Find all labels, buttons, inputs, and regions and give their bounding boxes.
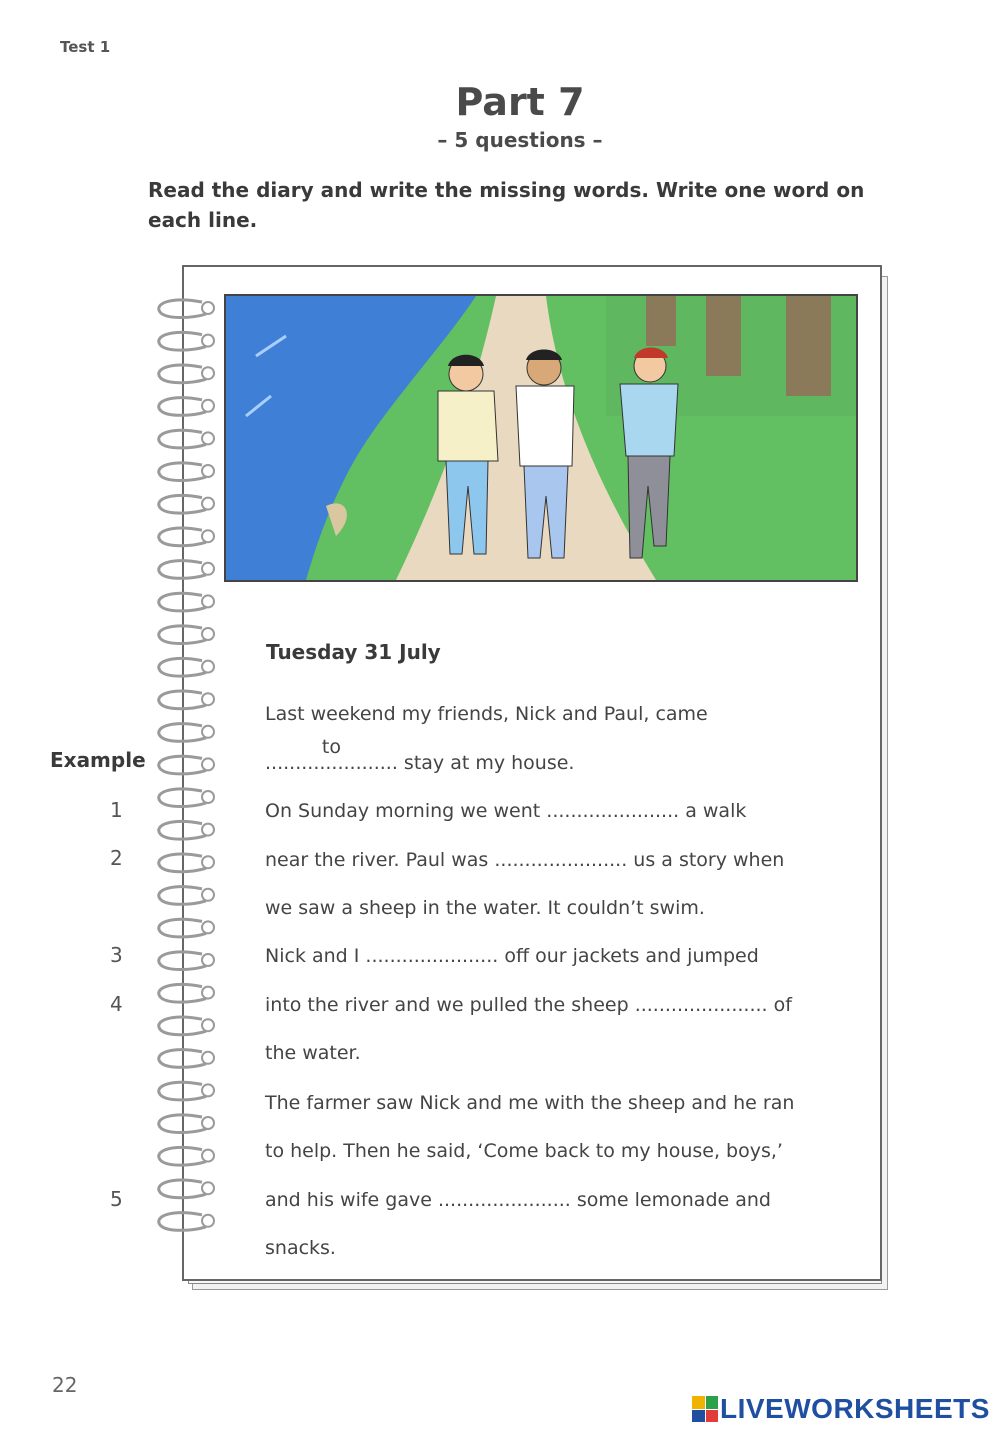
spiral-ring: [159, 430, 214, 448]
spiral-ring: [159, 1213, 214, 1231]
diary-line-10: [265, 1140, 783, 1162]
spiral-ring: [159, 887, 214, 905]
line-text: The farmer saw Nick and me with the sheep and he ran: [265, 1092, 795, 1114]
diary-line-9: [265, 1092, 794, 1114]
diary-line-example: [265, 736, 575, 774]
line-text: the water.: [265, 1042, 361, 1064]
line-text: snacks.: [265, 1237, 336, 1259]
line-text: off our jackets and jumped: [504, 945, 759, 967]
line-text: stay at my house.: [403, 752, 575, 774]
answer-blank-1[interactable]: ......................: [546, 800, 680, 822]
line-text: On Sunday morning we went: [265, 800, 541, 822]
instructions: Read the diary and write the missing words. Write one word on each line.: [148, 178, 865, 232]
spiral-ring: [159, 1017, 214, 1035]
question-number-3: 3: [110, 943, 123, 967]
logo-text: LIVEWORKSHEETS: [720, 1393, 990, 1424]
spiral-ring: [159, 952, 214, 970]
example-answer-field: [265, 736, 398, 774]
diary-date: Tuesday 31 July: [266, 640, 441, 664]
spiral-ring: [159, 398, 214, 416]
example-answer: to: [321, 736, 341, 758]
diary-line-q3: [265, 945, 759, 967]
line-text: a walk: [685, 800, 747, 822]
logo-mark-icon: [692, 1396, 718, 1422]
answer-blank: ......................: [265, 752, 398, 774]
liveworksheets-logo[interactable]: [692, 1392, 990, 1426]
answer-blank-2[interactable]: ......................: [494, 849, 628, 871]
page-number: 22: [52, 1373, 78, 1397]
diary-line-5: [265, 897, 705, 919]
diary-line-12: [265, 1237, 336, 1259]
diary-line-q4: [265, 994, 792, 1016]
question-number-5: 5: [110, 1187, 123, 1211]
spiral-ring: [159, 1115, 214, 1133]
example-label: Example: [50, 748, 146, 772]
spiral-ring: [159, 756, 214, 774]
illustration-boys-walking: [224, 294, 858, 582]
spiral-ring: [159, 626, 214, 644]
answer-blank-3[interactable]: ......................: [365, 945, 499, 967]
spiral-ring: [159, 854, 214, 872]
illustration-svg: [226, 296, 856, 580]
line-text: Last weekend my friends, Nick and Paul, came: [265, 703, 708, 725]
spiral-ring: [159, 1180, 214, 1198]
question-number-2: 2: [110, 846, 123, 870]
spiral-ring: [159, 333, 214, 351]
spiral-ring: [159, 593, 214, 611]
spiral-ring: [159, 919, 214, 937]
spiral-ring: [159, 1050, 214, 1068]
diary-line-q5: [265, 1189, 771, 1211]
line-text: Nick and I: [265, 945, 360, 967]
spiral-ring: [159, 724, 214, 742]
diary-line-8: [265, 1042, 361, 1064]
spiral-ring: [159, 463, 214, 481]
part-subtitle: – 5 questions –: [437, 128, 603, 152]
spiral-binding: [150, 290, 230, 1250]
line-text: some lemonade and: [576, 1189, 771, 1211]
answer-blank-4[interactable]: ......................: [634, 994, 768, 1016]
spiral-ring: [159, 561, 214, 579]
line-text: us a story when: [633, 849, 785, 871]
spiral-ring: [159, 822, 214, 840]
line-text: near the river. Paul was: [265, 849, 489, 871]
spiral-ring: [159, 496, 214, 514]
question-number-1: 1: [110, 798, 123, 822]
spiral-ring: [159, 691, 214, 709]
spiral-ring: [159, 659, 214, 677]
line-text: of: [773, 994, 792, 1016]
spiral-ring: [159, 1148, 214, 1166]
line-text: into the river and we pulled the sheep: [265, 994, 629, 1016]
line-text: to help. Then he said, ‘Come back to my house, boys,’: [265, 1140, 783, 1162]
question-number-4: 4: [110, 992, 123, 1016]
spiral-ring: [159, 300, 214, 318]
spiral-ring: [159, 365, 214, 383]
spiral-ring: [159, 789, 214, 807]
test-label: Test 1: [60, 38, 111, 56]
spiral-ring: [159, 1082, 214, 1100]
diary-line-q2: [265, 849, 784, 871]
answer-blank-5[interactable]: ......................: [437, 1189, 571, 1211]
spiral-ring: [159, 985, 214, 1003]
part-title: Part 7: [455, 80, 585, 124]
diary-line-1: [265, 703, 708, 725]
line-text: we saw a sheep in the water. It couldn’t swim.: [265, 897, 705, 919]
line-text: and his wife gave: [265, 1189, 432, 1211]
diary-line-q1: [265, 800, 746, 822]
spiral-ring: [159, 528, 214, 546]
